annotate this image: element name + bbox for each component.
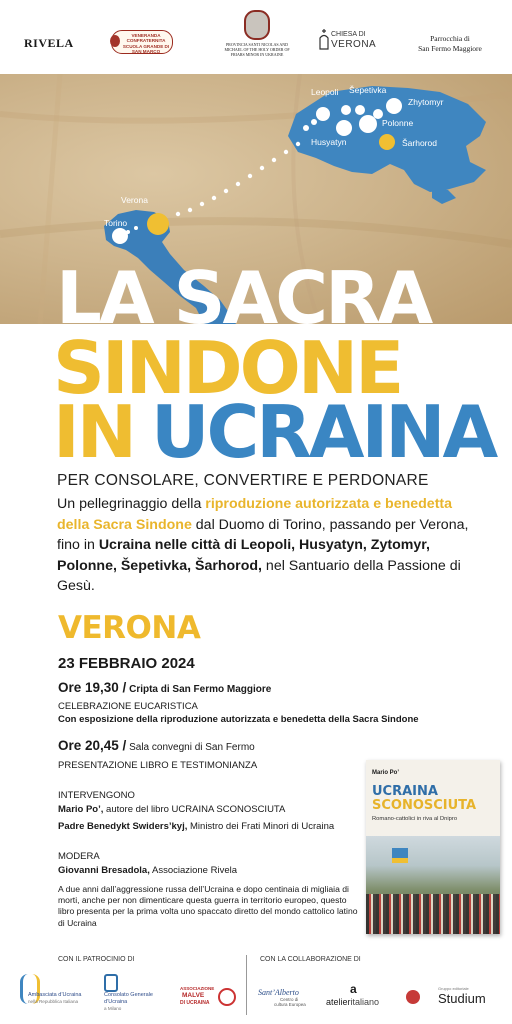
speaker-2: Padre Benedykt Swiders’kyj, Ministro dei Frati Minori di Ucraina: [58, 821, 335, 832]
header-logos: [0, 0, 512, 74]
ambasciata-logo: Ambasciata d’Ucraina nella Repubblica Italiana: [20, 972, 100, 1012]
malve-logo: ASSOCIAZIONE MALVE DI UCRAINA: [180, 986, 242, 1010]
map-label-sarhorod: Šarhorod: [402, 138, 437, 148]
patrocinio-label: CON IL PATROCINIO DI: [58, 956, 135, 963]
event-city: VERONA: [58, 610, 201, 646]
provincia-logo: PROVINCIA SANTI NICOLAS AND MICHAEL OF THE HOLY ORDER OF FRIARS MINOR IN UKRAINE: [220, 10, 294, 57]
consolato-logo: Consolato Generale d’Ucraina a Milano: [104, 972, 174, 1014]
subtitle: PER CONSOLARE, CONVERTIRE E PERDONARE: [57, 472, 429, 489]
rivela-logo: RIVELA: [24, 36, 74, 50]
book-subtitle: Romano-cattolici in riva al Dnipro: [372, 816, 458, 822]
map-label-torino: Torino: [104, 218, 128, 228]
modera-label: MODERA: [58, 851, 100, 862]
slot2-heading: Ore 20,45 / Sala convegni di San Fermo: [58, 738, 255, 753]
slot1-desc: Con esposizione della riproduzione autorizzata e benedetta della Sacra Sindone: [58, 714, 419, 725]
parrocchia-logo: Parrocchia di San Fermo Maggiore: [418, 34, 482, 53]
book-author: Mario Po’: [372, 770, 400, 776]
slot1-heading: Ore 19,30 / Cripta di San Fermo Maggiore: [58, 680, 272, 695]
confraternita-logo: VENERANDA CONFRATERNITA SCUOLA GRANDE DI SAN MARCO: [111, 30, 173, 54]
book-blurb: A due anni dall’aggressione russa dell’Ucraina e dopo centinaia di migliaia di morti, anche per non dimenticare questa guerra in territorio europeo, questo libro presenta per la prima volta uno spaccato diretto del mondo cattolico latino di Ucraina: [58, 884, 358, 928]
title-line-1: LA SACRA: [56, 256, 431, 340]
moderator: Giovanni Bresadola, Associazione Rivela: [58, 865, 238, 876]
title-line-3a: IN: [53, 390, 135, 474]
chiesa-verona-logo: CHIESA DI VERONA: [318, 28, 374, 54]
title-line-2: SINDONE: [53, 326, 402, 410]
map-label-polonne: Polonne: [382, 118, 414, 128]
map-label-zhytomyr: Zhytomyr: [408, 97, 444, 107]
chiesa-icon: [318, 28, 330, 50]
slot1-title: CELEBRAZIONE EUCARISTICA: [58, 701, 198, 712]
book-title-1: UCRAINA: [372, 784, 438, 799]
seal-icon: [406, 990, 420, 1004]
map-label-verona: Verona: [121, 195, 148, 205]
book-cover: [366, 760, 500, 934]
book-title-2: SCONOSCIUTA: [372, 798, 477, 813]
event-date: 23 FEBBRAIO 2024: [58, 655, 195, 672]
footer-divider: [246, 955, 247, 1015]
studium-logo: Gruppo editoriale Studium: [406, 986, 496, 1012]
map-label-leopoli: Leopoli: [311, 87, 339, 97]
map-label-sepetivka: Šepetivka: [349, 85, 387, 95]
speaker-1: Mario Po’, autore del libro UCRAINA SCONOSCIUTA: [58, 804, 286, 815]
title-line-3b: UCRAINA: [151, 390, 496, 474]
intervengono-label: INTERVENGONO: [58, 790, 135, 801]
description: Un pellegrinaggio della riproduzione autorizzata e benedetta della Sacra Sindone dal Duomo di Torino, passando per Verona, fino in Ucraina nelle città di Leopoli, Husyatyn, Zytomyr, Polonne, Šepetivka, Šarhorod, nel Santuario della Passione di Gesù.: [57, 496, 469, 594]
atelier-a-icon: a: [350, 982, 357, 996]
slot2-title: PRESENTAZIONE LIBRO E TESTIMONIANZA: [58, 760, 258, 771]
map-label-husyatyn: Husyatyn: [311, 137, 347, 147]
collaborazione-label: CON LA COLLABORAZIONE DI: [260, 956, 361, 963]
atelier-italiano-logo: a atelieritaliano: [326, 982, 380, 1007]
flower-icon: [218, 988, 236, 1006]
book-photo: [366, 836, 500, 934]
santalberto-logo: Sant’Alberto Centro di cultura Europea: [258, 988, 306, 1007]
